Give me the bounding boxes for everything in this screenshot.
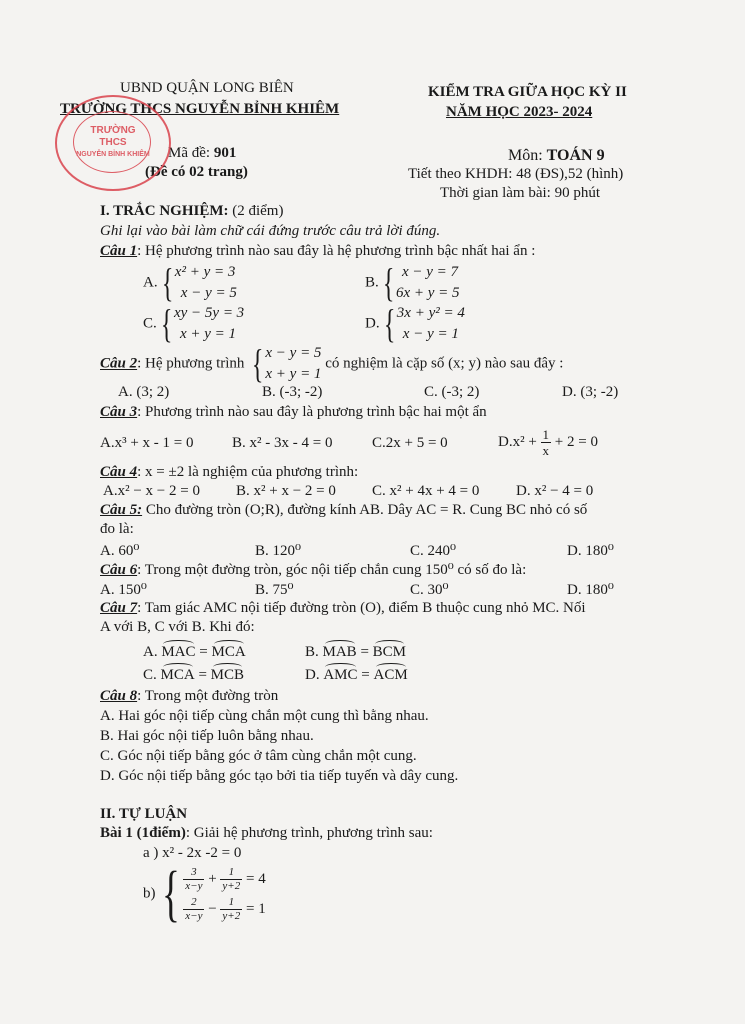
school-year: NĂM HỌC 2023- 2024 [446,104,593,120]
r2-n1: 2 [183,896,204,910]
brace-icon: { [160,301,173,346]
q8-option-a: A. Hai góc nội tiếp cùng chắn một cung thì bằng nhau. [100,708,429,724]
question-5-text-2: đo là: [100,521,134,537]
question-1 [100,243,535,260]
q7-d-eq: = [357,667,374,683]
q1-option-d-system [397,303,465,345]
q3-d-den: x [542,443,550,458]
q7-option-b [305,644,406,661]
question-2-text-before: : Hệ phương trình [137,355,249,372]
q7-d-left-arc: AMC [323,667,358,683]
q1-option-d-label: D. [365,315,380,332]
q3-option-a: A.x³ + x - 1 = 0 [100,435,194,451]
q1-option-a-system [175,262,237,304]
q2-option-a: A. (3; 2) [118,384,170,400]
q1-a-eq2: x − y = 5 [180,285,237,301]
subject-value: TOÁN 9 [546,147,605,164]
exam-code-label: Mã đề: [168,145,214,161]
r2-rhs: = 1 [242,901,266,917]
duration: Thời gian làm bài: 90 phút [440,185,600,201]
bai1-label: Bài 1 (1điểm) [100,825,186,841]
bai1-b-row2 [183,896,266,923]
frac-r1-1 [183,866,204,893]
question-3-text: : Phương trình nào sau đây là phương trình bậc hai một ẩn [137,404,487,420]
r2-op: − [204,901,221,917]
q7-b-left-arc: MAB [322,644,357,660]
lesson-plan: Tiết theo KHDH: 48 (ĐS),52 (hình) [408,166,624,182]
question-8 [100,688,278,705]
question-7 [100,600,586,617]
question-5 [100,502,587,519]
bai1-part-a: a ) x² - 2x -2 = 0 [143,845,242,861]
r1-op: + [204,871,221,887]
q1-c-eq1: xy − 5y = 3 [173,305,245,321]
q7-option-a [143,644,246,661]
q6-option-d: D. 180⁰ [567,582,614,598]
q5-option-c: C. 240⁰ [410,543,457,559]
question-7-text: : Tam giác AMC nội tiếp đường tròn (O), điểm B thuộc cung nhỏ MC. Nối [137,600,586,616]
frac-r1-2 [220,866,242,893]
question-5-label: Câu 5: [100,502,143,518]
subject-label: Môn: [508,147,547,164]
q5-option-a: A. 60⁰ [100,543,140,559]
bai1-b-system [183,864,265,924]
q1-option-d [365,303,465,345]
section1-heading [100,203,283,220]
r2-n2: 1 [220,896,242,910]
q6-option-c: C. 30⁰ [410,582,449,598]
q1-option-a-label: A. [143,274,158,291]
r1-n1: 3 [183,866,204,880]
brace-icon: { [161,860,180,928]
q7-c-left-arc: MCA [160,667,195,683]
q3-option-c: C.2x + 5 = 0 [372,435,448,451]
q7-c-eq: = [194,667,211,683]
question-4 [100,464,358,481]
q2-option-c: C. (-3; 2) [424,384,480,400]
r2-d1: x−y [185,910,203,923]
r2-d2: y+2 [222,910,241,923]
q1-option-c-system [174,303,244,345]
q2-eq2: x + y = 1 [265,366,322,382]
q7-c-right-arc: MCB [210,667,245,683]
q4-option-a: A.x² − x − 2 = 0 [103,483,200,499]
question-8-label: Câu 8 [100,688,138,704]
q3-option-b: B. x² - 3x - 4 = 0 [232,435,333,451]
stamp-line-3: NGUYỄN BỈNH KHIÊM [76,151,150,158]
q1-option-c [143,303,244,345]
question-3 [100,404,487,421]
section1-title: I. TRẮC NGHIỆM: [100,203,229,219]
question-6-label: Câu 6 [100,562,138,578]
bai1-b-row1 [183,866,266,893]
question-4-label: Câu 4 [100,464,138,480]
question-5-text: Cho đường tròn (O;R), đường kính AB. Dây AC = R. Cung BC nhỏ có số [142,502,588,518]
q5-option-d: D. 180⁰ [567,543,614,559]
question-6 [100,560,526,579]
question-2-label: Câu 2 [100,355,138,372]
brace-icon: { [161,260,173,305]
q2-option-d: D. (3; -2) [562,384,619,400]
question-4-text: : x = ±2 là nghiệm của phương trình: [137,464,359,480]
school-district: UBND QUẬN LONG BIÊN [120,80,294,96]
q4-option-b: B. x² + x − 2 = 0 [236,483,336,499]
q8-option-b: B. Hai góc nội tiếp luôn bằng nhau. [100,728,314,744]
question-6-text: : Trong một đường tròn, góc nội tiếp chắn cung 150⁰ có số đo là: [137,562,527,578]
exam-code-value: 901 [213,145,237,161]
stamp-line-1: TRƯỜNG [90,125,136,136]
q1-d-eq2: x − y = 1 [402,326,459,342]
q4-option-c: C. x² + 4x + 4 = 0 [372,483,480,499]
r1-n2: 1 [220,866,242,880]
q1-b-eq2: 6x + y = 5 [395,285,460,301]
q7-option-d [305,667,408,684]
question-8-text: : Trong một đường tròn [137,688,279,704]
section1-instruction: Ghi lại vào bài làm chữ cái đứng trước câu trả lời đúng. [100,223,441,239]
q2-option-b: B. (-3; -2) [262,384,323,400]
subject [508,147,605,165]
bai1-heading [100,825,433,842]
question-2 [100,343,563,385]
q7-option-c [143,667,244,684]
q3-d-num: 1 [542,427,550,442]
q1-option-b-label: B. [365,274,379,291]
question-7-text-2: A với B, C với B. Khi đó: [100,619,255,635]
q1-option-b-system [396,262,460,304]
brace-icon: { [383,301,395,346]
r1-d2: y+2 [222,880,241,893]
q7-b-eq: = [356,644,373,660]
q3-d-post: + 2 = 0 [551,434,598,450]
q6-option-b: B. 75⁰ [255,582,294,598]
question-3-label: Câu 3 [100,404,138,420]
school-stamp [55,95,171,191]
stamp-line-2: THCS [99,137,127,148]
q3-option-d [498,427,598,458]
q7-a-label: A. [143,644,162,660]
frac-r2-1 [183,896,204,923]
section1-points: (2 điểm) [228,203,284,219]
q4-option-d: D. x² − 4 = 0 [516,483,594,499]
question-1-label: Câu 1 [100,243,138,259]
frac-r2-2 [220,896,242,923]
brace-icon: { [382,260,395,305]
q1-option-a [143,262,237,304]
q7-d-label: D. [305,667,324,683]
school-name: TRƯỜNG THCS NGUYỄN BỈNH KHIÊM [60,101,340,117]
q8-option-d: D. Góc nội tiếp bằng góc tạo bởi tia tiếp tuyến và dây cung. [100,768,459,784]
q3-d-pre: D.x² + [498,434,541,450]
bai1-text: : Giải hệ phương trình, phương trình sau: [185,825,433,841]
r1-d1: x−y [185,880,203,893]
question-2-text-after: có nghiệm là cặp số (x; y) nào sau đây : [321,355,564,372]
page-count-note: (Đề có 02 trang) [145,164,248,180]
q7-a-left-arc: MAC [161,644,196,660]
q3-d-fraction [541,427,552,458]
section2-title: II. TỰ LUẬN [100,806,188,822]
bai1-part-b-label: b) [143,885,156,902]
q7-b-right-arc: BCM [372,644,407,660]
q7-a-right-arc: MCA [211,644,246,660]
question-2-system [265,343,321,385]
q7-d-right-arc: ACM [373,667,408,683]
bai1-part-b [143,860,266,928]
q1-d-eq1: 3x + y² = 4 [396,305,465,321]
q6-option-a: A. 150⁰ [100,582,147,598]
brace-icon: { [252,341,264,386]
exam-code [168,145,236,162]
q1-c-eq2: x + y = 1 [179,326,237,342]
q1-a-eq1: x² + y = 3 [174,264,236,280]
q1-option-c-label: C. [143,315,157,332]
question-7-label: Câu 7 [100,600,138,616]
r1-rhs: = 4 [242,871,266,887]
exam-title: KIỂM TRA GIỮA HỌC KỲ II [428,84,627,100]
question-1-text: : Hệ phương trình nào sau đây là hệ phương trình bậc nhất hai ẩn : [137,243,536,259]
q8-option-c: C. Góc nội tiếp bằng góc ở tâm cùng chắn một cung. [100,748,417,764]
q5-option-b: B. 120⁰ [255,543,302,559]
q1-b-eq1: x − y = 7 [401,264,459,280]
q7-b-label: B. [305,644,323,660]
q2-eq1: x − y = 5 [265,345,322,361]
q7-c-label: C. [143,667,161,683]
q7-a-eq: = [195,644,212,660]
q1-option-b [365,262,460,304]
